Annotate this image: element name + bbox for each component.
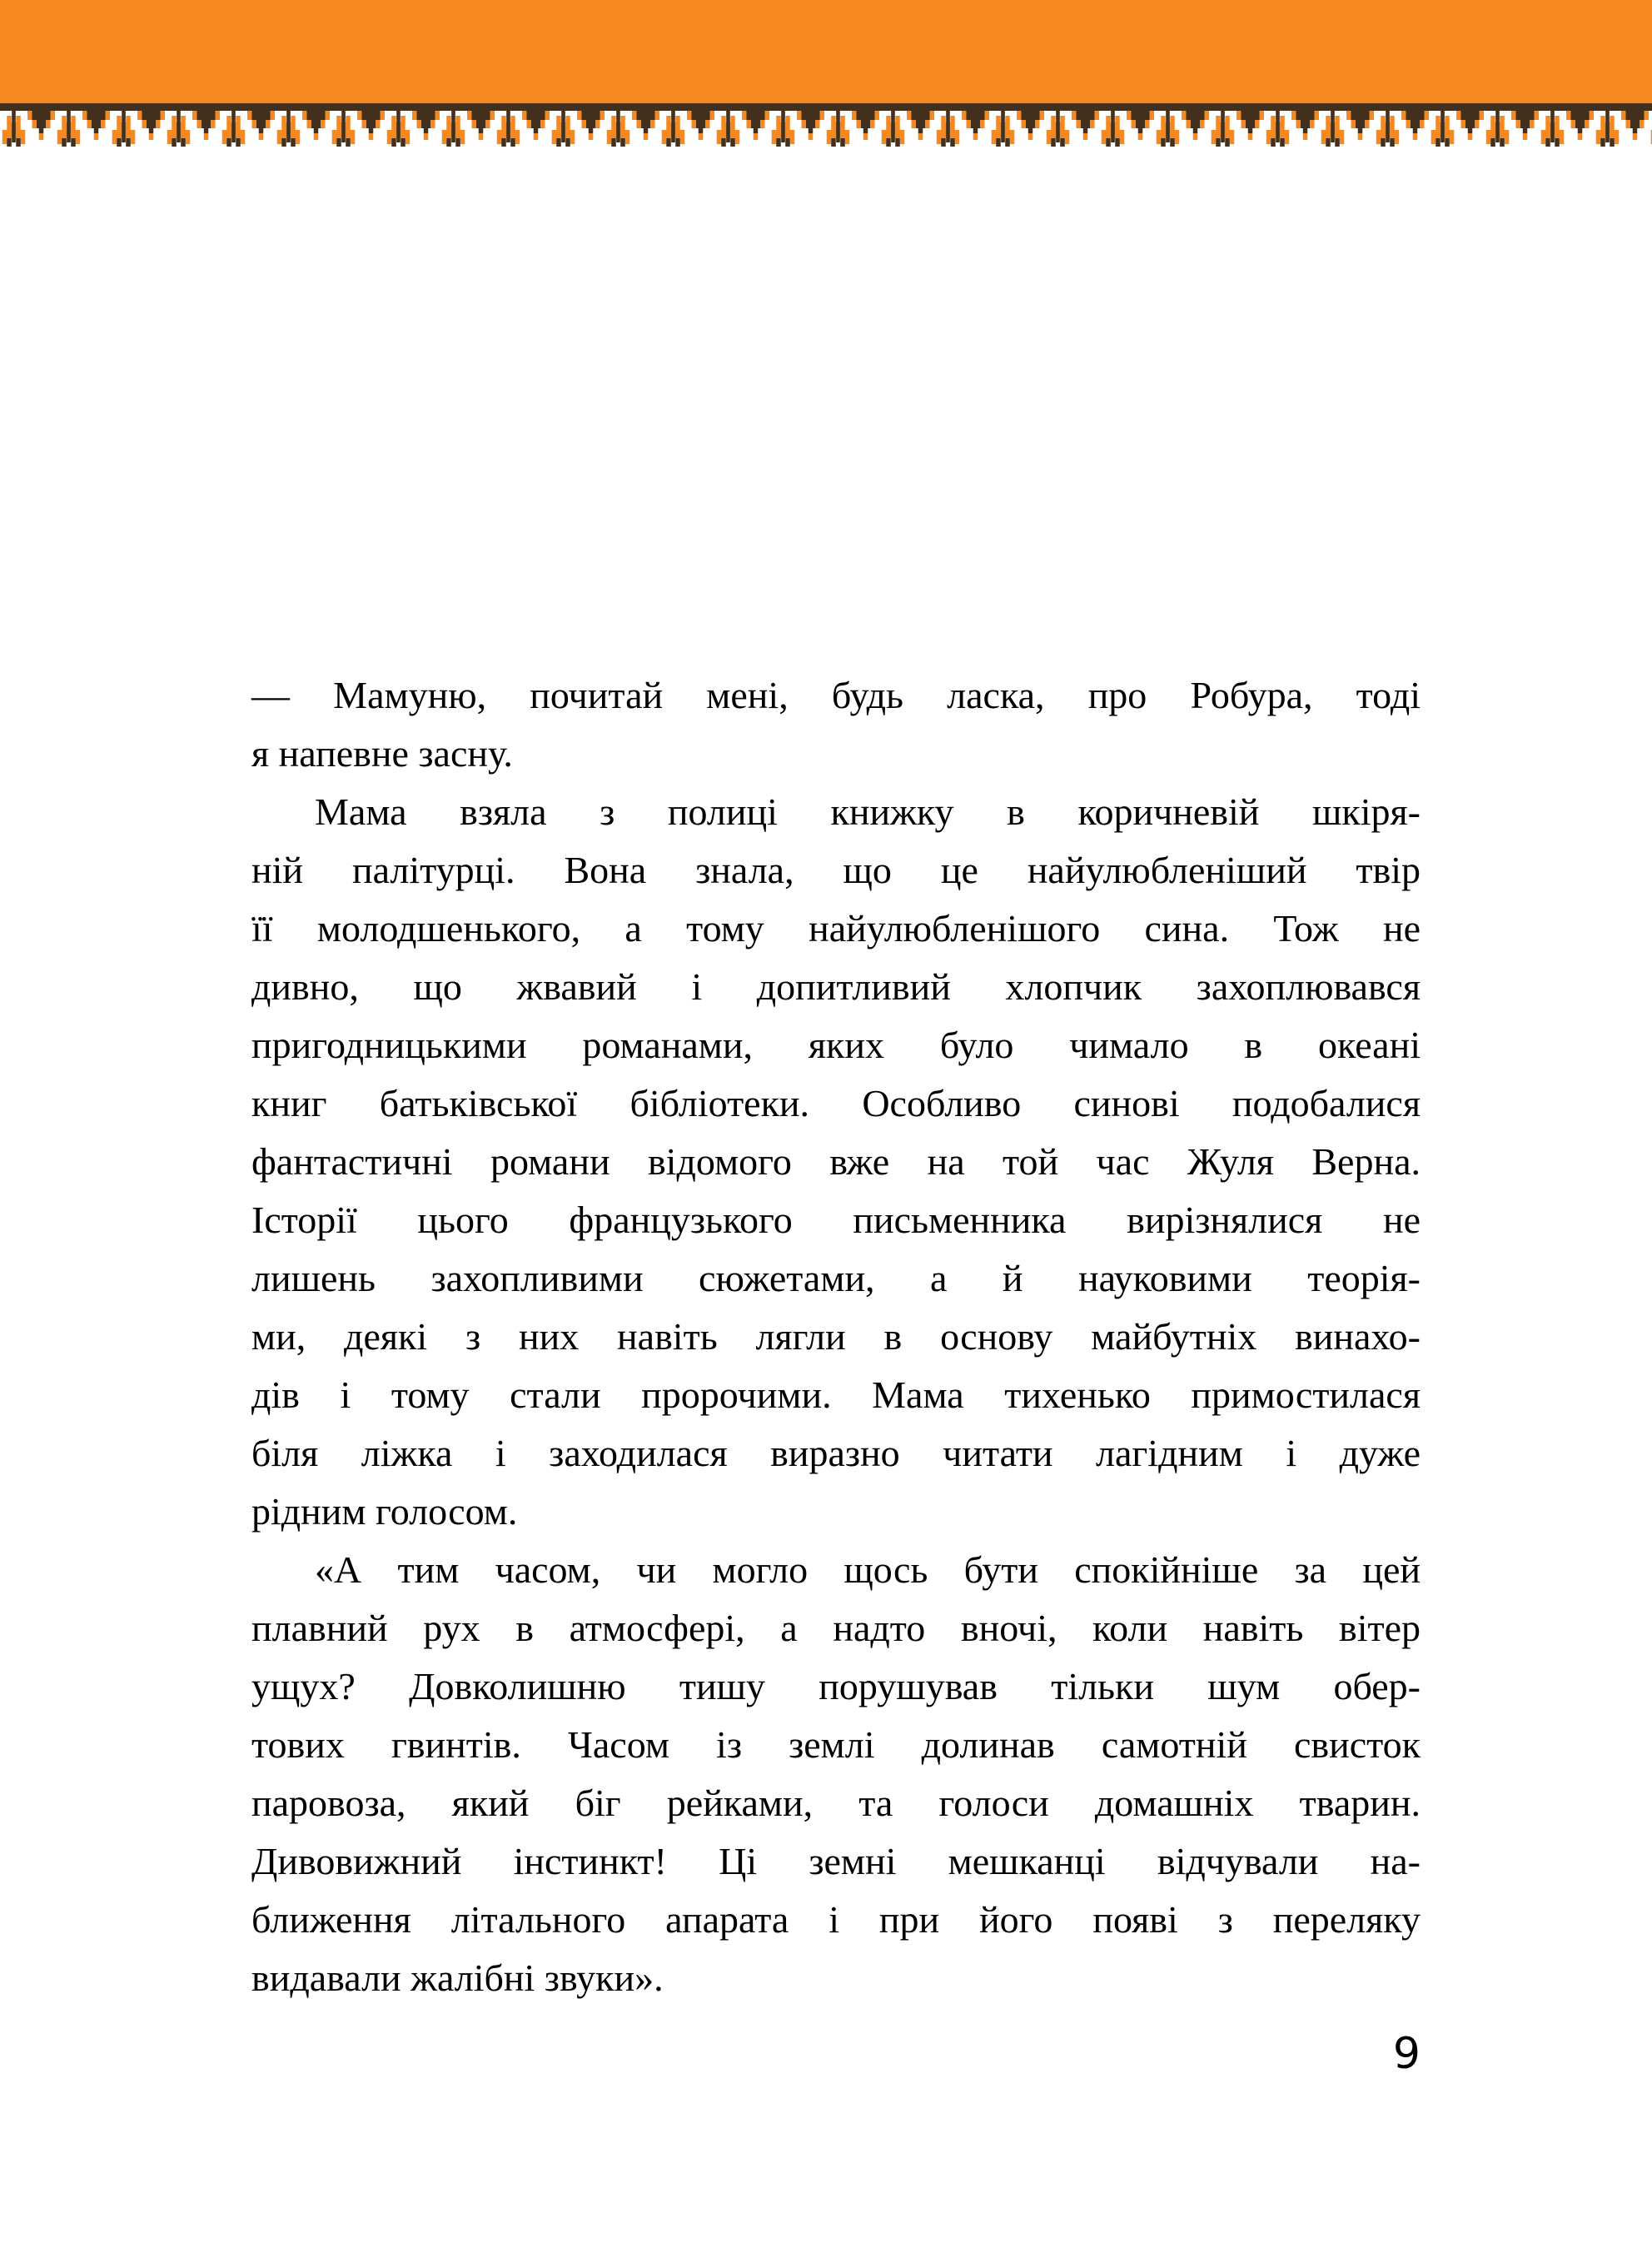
page-text xyxy=(251,666,1421,2007)
text-line: ній палітурці. Вона знала, що це найулюбленіший твір xyxy=(251,849,1421,891)
text-line: дів і тому стали пророчими. Мама тихенько примостилася xyxy=(251,1373,1421,1416)
text-line: плавний рух в атмосфері, а надто вночі, коли навіть вітер xyxy=(251,1607,1421,1649)
text-line: ущух? Довколишню тишу порушував тільки шум обер- xyxy=(251,1665,1421,1707)
text-line: дивно, що жвавий і допитливий хлопчик захоплювався xyxy=(251,965,1421,1008)
text-line: тових гвинтів. Часом із землі долинав самотній свисток xyxy=(251,1723,1421,1766)
text-line: паровоза, який біг рейками, та голоси домашніх тварин. xyxy=(251,1782,1421,1824)
text-line: рідним голосом. xyxy=(251,1490,518,1533)
text-line: книг батьківської бібліотеки. Особливо синові подобалися xyxy=(251,1082,1421,1124)
text-line: її молодшенького, а тому найулюбленішого сина. Тож не xyxy=(251,907,1421,950)
text-line: ми, деякі з них навіть лягли в основу майбутніх винахо- xyxy=(251,1315,1421,1358)
text-line: видавали жалібні звуки». xyxy=(251,1956,664,1999)
text-line: «А тим часом, чи могло щось бути спокійніше за цей xyxy=(315,1548,1421,1591)
text-line: лишень захопливими сюжетами, а й науковими теорія- xyxy=(251,1257,1421,1299)
text-line: Дивовижний інстинкт! Ці земні мешканці відчували на- xyxy=(251,1840,1421,1882)
ornament-pattern-svg xyxy=(0,103,1652,155)
text-line: фантастичні романи відомого вже на той час Жуля Верна. xyxy=(251,1140,1421,1183)
paragraph xyxy=(251,1541,1421,2007)
text-line: — Мамуню, почитай мені, будь ласка, про Робура, тоді xyxy=(251,674,1421,716)
text-line: Історії цього французького письменника вирізнялися не xyxy=(251,1199,1421,1241)
text-line: Мама взяла з полиці книжку в коричневій шкіря- xyxy=(315,790,1421,833)
text-line: біля ліжка і заходилася виразно читати лагідним і дуже xyxy=(251,1432,1421,1474)
header-band xyxy=(0,0,1652,103)
text-line: я напевне засну. xyxy=(251,732,513,775)
text-line: пригодницькими романами, яких було чимало в океані xyxy=(251,1024,1421,1066)
ornament-border-icon xyxy=(0,103,1652,155)
page-number: 9 xyxy=(1392,2029,1421,2079)
text-line: ближення літального апарата і при його появі з переляку xyxy=(251,1898,1421,1941)
paragraph xyxy=(251,666,1421,783)
paragraph xyxy=(251,783,1421,1541)
